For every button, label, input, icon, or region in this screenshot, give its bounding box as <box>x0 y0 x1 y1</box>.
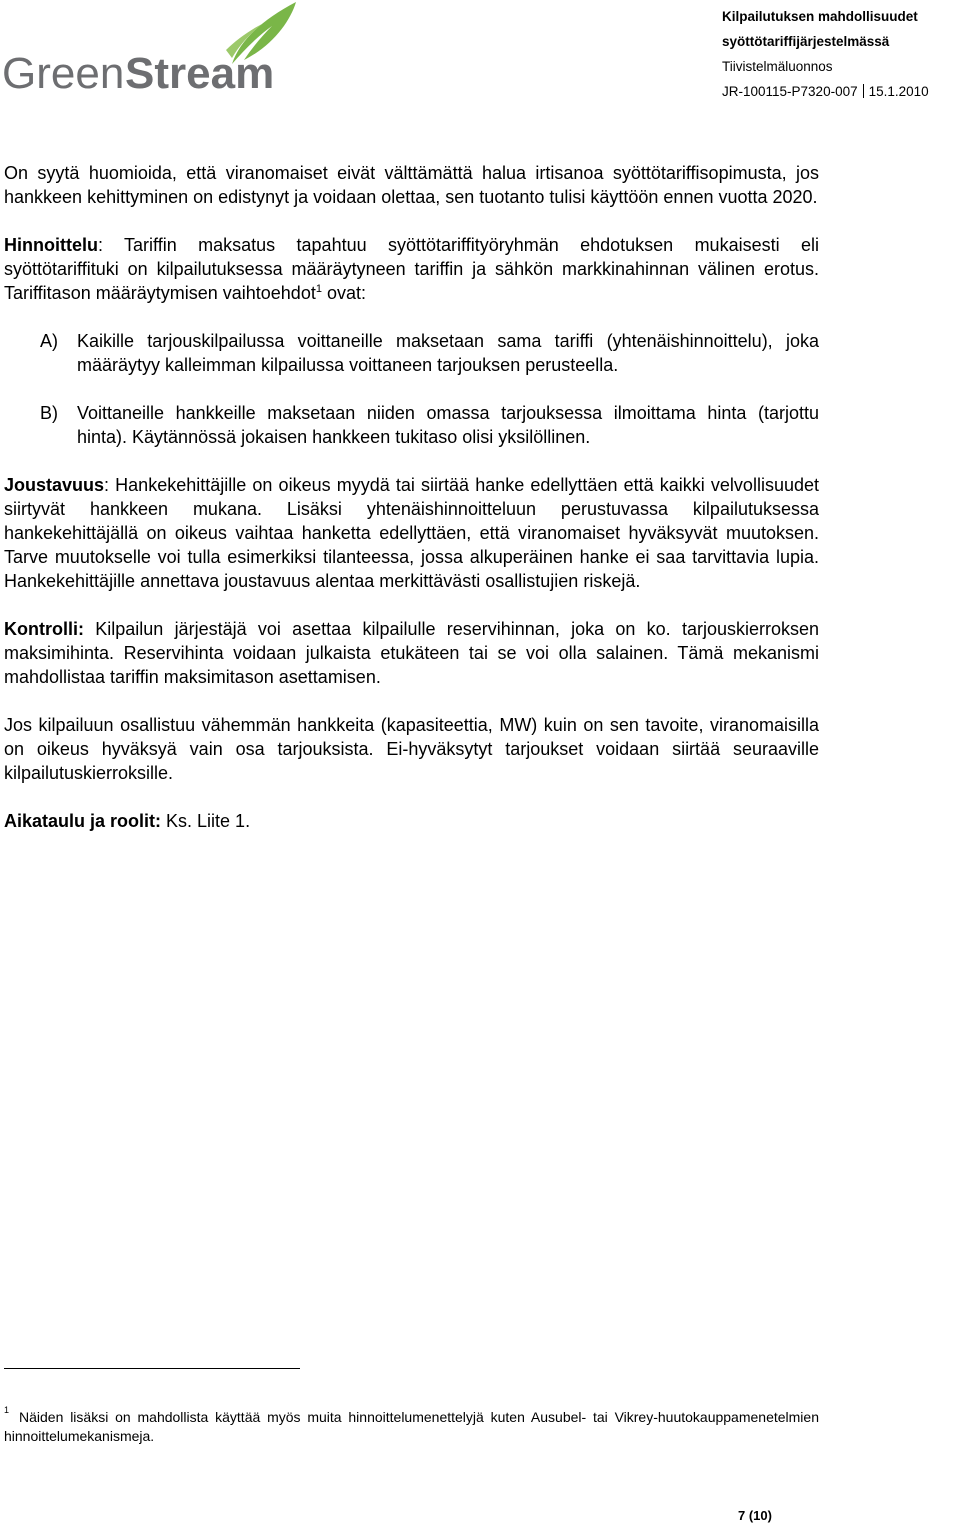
pricing-text: : Tariffin maksatus tapahtuu syöttötariffityöryhmän ehdotuksen mukaisesti eli syöttötariffituki on kilpailutuksessa määräytyneen tariffin ja sähkön markkinahinnan välinen erotus. Tariffitason määräytymisen vaihtoehdot <box>4 235 819 303</box>
control-label: Kontrolli: <box>4 619 84 639</box>
header-doc-type: Tiivistelmäluonnos <box>722 59 833 74</box>
paragraph-intro: On syytä huomioida, että viranomaiset eivät välttämättä halua irtisanoa syöttötariffisopimusta, jos hankkeen kehittyminen on edistynyt ja voidaan olettaa, sen tuotanto tulisi käyttöön ennen vuotta 2020. <box>4 163 819 207</box>
footnote-text: Näiden lisäksi on mahdollista käyttää myös muita hinnoittelumenettelyjä kuten Ausubel- tai Vikrey-huutokauppamenetelmien hinnoittelumekanismeja. <box>4 1409 819 1444</box>
header-date: 15.1.2010 <box>868 84 929 99</box>
paragraph-pricing <box>4 233 819 305</box>
paragraph-capacity: Jos kilpailuun osallistuu vähemmän hankkeita (kapasiteettia, MW) kuin on sen tavoite, viranomaisilla on oikeus hyväksyä vain osa tarjouksista. Ei-hyväksytyt tarjoukset voidaan siirtää seuraaville kilpailutuskierroksille. <box>4 715 819 783</box>
pricing-tail: ovat: <box>321 283 366 303</box>
footnote-separator <box>4 1368 300 1369</box>
greenstream-logo <box>0 0 300 100</box>
schedule-label: Aikataulu ja roolit: <box>4 811 162 831</box>
header-title-line2: syöttötariffijärjestelmässä <box>722 34 890 49</box>
document-header <box>722 4 952 104</box>
footnote-number: 1 <box>4 1405 10 1415</box>
paragraph-flexibility <box>4 473 819 593</box>
footnote <box>4 1405 819 1446</box>
header-doc-ref <box>722 79 952 104</box>
paragraph-schedule <box>4 809 819 833</box>
header-doc-id: JR-100115-P7320-007 <box>722 84 858 99</box>
header-separator <box>863 84 864 98</box>
control-text: Kilpailun järjestäjä voi asettaa kilpailulle reservihinnan, joka on ko. tarjouskierroksen maksimihinta. Reservihinta voidaan julkaista etukäteen tai se voi olla salainen. Tämä mekanismi mahdollistaa tariffin maksimitason asettamisen. <box>4 619 819 687</box>
page-number: 7 (10) <box>738 1508 772 1523</box>
flexibility-text: : Hankekehittäjille on oikeus myydä tai siirtää hanke edellyttäen että kaikki velvollisuudet siirtyvät hankkeen mukana. Lisäksi yhtenäishinnoitteluun perustuvassa kilpailutuksessa hankekehittäjällä on oikeus vaihtaa hanketta edellyttäen, että viranomaiset hyväksyvät muutoksen. Tarve muutokselle voi tulla esimerkiksi tilanteessa, jossa alkuperäinen hanke ei saa tarvittavia lupia. Hankekehittäjille annettava joustavuus alentaa merkittävästi osallistujien riskejä. <box>4 475 819 591</box>
list-item-text: Voittaneille hankkeille maksetaan niiden omassa tarjouksessa ilmoittama hinta (tarjottu hinta). Käytännössä jokaisen hankkeen tukitaso olisi yksilöllinen. <box>77 403 819 447</box>
logo-text-green: Green <box>2 49 125 98</box>
pricing-options-list <box>4 329 819 449</box>
flexibility-label: Joustavuus <box>4 475 105 495</box>
list-item <box>4 329 819 377</box>
list-item <box>4 401 819 449</box>
list-marker: A) <box>40 331 58 351</box>
list-marker: B) <box>40 403 58 423</box>
document-body <box>4 161 819 833</box>
header-title-line1: Kilpailutuksen mahdollisuudet <box>722 9 918 24</box>
schedule-text: Ks. Liite 1. <box>161 811 251 831</box>
pricing-label: Hinnoittelu <box>4 235 98 255</box>
logo-text-stream: Stream <box>125 49 275 98</box>
paragraph-control <box>4 617 819 689</box>
list-item-text: Kaikille tarjouskilpailussa voittaneille maksetaan sama tariffi (yhtenäishinnoittelu), joka määräytyy kalleimman kilpailussa voittaneen tarjouksen perusteella. <box>77 331 819 375</box>
footnote-reference[interactable]: 1 <box>315 283 322 295</box>
